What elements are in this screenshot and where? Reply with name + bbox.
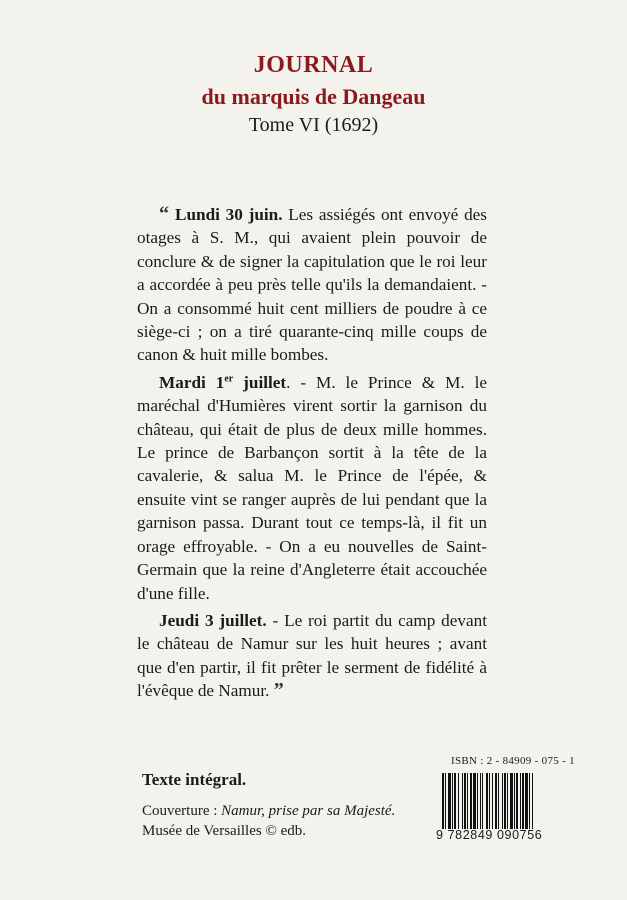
excerpt-paragraph-2 [137, 371, 487, 605]
book-subtitle: du marquis de Dangeau [201, 84, 426, 109]
entry-text-1: Les assiégés ont envoyé des otages à S. M., qui avaient plein pouvoir de conclure & de signer la capitulation que le roi leur a accordée à peu près telle qu'ils la demandaient. - On a consommé huit cent milliers de poudre à ce siège-ci ; on a tiré quarante-cinq mille coups de canon & huit mille bombes. [137, 205, 487, 365]
entry-date-2-day: Mardi 1 [159, 372, 225, 392]
entry-date-2-month: juillet [233, 372, 287, 392]
isbn-label: ISBN : 2 - 84909 - 075 - 1 [451, 755, 575, 767]
open-quote-mark: “ [159, 203, 169, 225]
entry-text-2: . - M. le Prince & M. le maréchal d'Humières virent sortir la garnison du château, qui était de plus de deux mille hommes. Le prince de Barbançon sortit à la tête de la cavalerie, & salua M. le Prince de l'épée, & ensuite vint se ranger auprès de lui pendant que la garnison passa. Durant tout ce temps-là, il fit un orage effroyable. - On a eu nouvelles de Saint-Germain que la reine d'Angleterre était accouchée d'une fille. [137, 372, 488, 603]
excerpt [137, 203, 487, 707]
entry-date-1: Lundi 30 juin. [175, 205, 283, 224]
entry-date-2-sup: er [224, 373, 234, 385]
cover-label: Couverture : [142, 803, 222, 819]
full-text-note: Texte intégral. [142, 770, 247, 789]
excerpt-paragraph-1 [137, 203, 487, 367]
barcode-number: 9 782849 090756 [436, 828, 543, 842]
barcode-icon [442, 773, 572, 829]
cover-museum-credit: Musée de Versailles © edb. [142, 823, 306, 839]
book-title: JOURNAL [253, 52, 374, 78]
cover-title: Namur, prise par sa Majesté. [221, 803, 396, 819]
cover-credit-line [142, 803, 395, 820]
volume-label: Tome VI (1692) [248, 114, 379, 136]
entry-date-2 [159, 373, 286, 392]
entry-date-3: Jeudi 3 juillet. [159, 610, 267, 630]
entry-text-3: - Le roi partit du camp devant le château de Namur sur les huit heures ; avant que d'en partir, il fit prêter le serment de fidélité à l'évêque de Namur. [137, 610, 487, 701]
close-quote-mark: ” [273, 679, 284, 702]
excerpt-paragraph-3 [137, 609, 487, 703]
